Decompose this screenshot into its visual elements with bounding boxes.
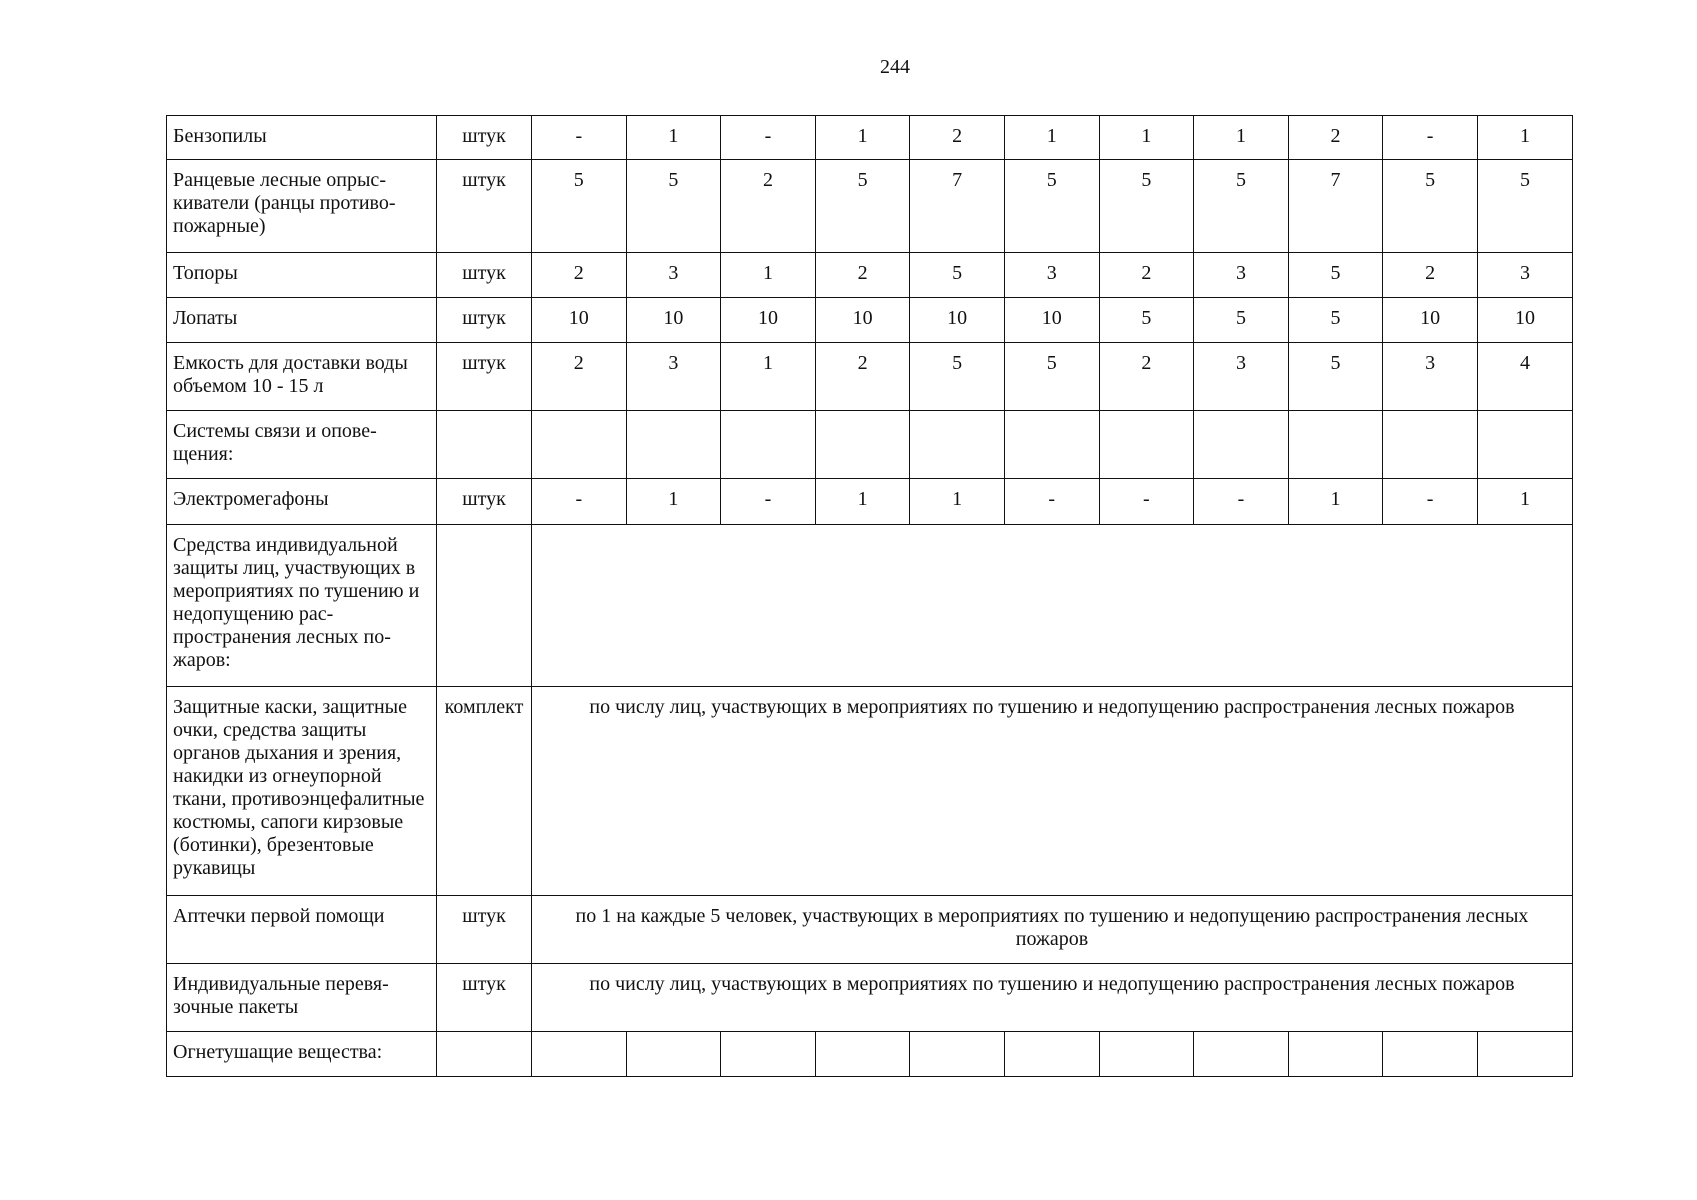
value-cell	[815, 1032, 910, 1077]
table-row	[167, 253, 1573, 298]
row-name: Огнетушащие вещества:	[167, 1032, 437, 1077]
value-cell: -	[1194, 479, 1289, 525]
value-cell	[626, 1032, 721, 1077]
value-cell: 10	[815, 298, 910, 343]
value-cell: 1	[1099, 116, 1194, 160]
row-name: Системы связи и оповещения:	[167, 411, 437, 479]
value-cell: 10	[910, 298, 1005, 343]
value-cell	[1288, 1032, 1383, 1077]
table-row	[167, 343, 1573, 411]
table-row	[167, 479, 1573, 525]
value-cell	[721, 411, 816, 479]
value-cell: 3	[1004, 253, 1099, 298]
equipment-table	[166, 115, 1573, 1077]
value-cell	[1194, 1032, 1289, 1077]
value-cell: 7	[910, 160, 1005, 253]
row-name: Аптечки первой помощи	[167, 896, 437, 964]
value-cell: 5	[1288, 343, 1383, 411]
value-cell: 5	[1477, 160, 1572, 253]
value-cell: 7	[1288, 160, 1383, 253]
row-unit: штук	[437, 896, 532, 964]
value-cell: 2	[815, 253, 910, 298]
value-cell: 2	[721, 160, 816, 253]
page-number: 244	[880, 56, 910, 78]
value-cell	[1477, 1032, 1572, 1077]
value-cell: 1	[815, 116, 910, 160]
row-name: Ранцевые лесные опрыскиватели (ранцы противопожарные)	[167, 160, 437, 253]
value-cell: 3	[626, 343, 721, 411]
row-name: Бензопилы	[167, 116, 437, 160]
table-row	[167, 687, 1573, 896]
merged-value-cell: по числу лиц, участвующих в мероприятиях по тушению и недопущению распространения лесных пожаров	[532, 687, 1573, 896]
row-unit	[437, 525, 532, 687]
value-cell: 1	[626, 479, 721, 525]
value-cell: 4	[1477, 343, 1572, 411]
value-cell: 3	[1194, 343, 1289, 411]
value-cell	[1288, 411, 1383, 479]
value-cell: -	[1099, 479, 1194, 525]
value-cell: 2	[532, 253, 627, 298]
table-row	[167, 525, 1573, 687]
value-cell	[910, 411, 1005, 479]
value-cell: 1	[1004, 116, 1099, 160]
value-cell	[1099, 1032, 1194, 1077]
value-cell: -	[1383, 116, 1478, 160]
merged-value-cell	[532, 525, 1573, 687]
value-cell: 5	[1383, 160, 1478, 253]
value-cell: -	[1383, 479, 1478, 525]
row-unit	[437, 411, 532, 479]
value-cell: 1	[1288, 479, 1383, 525]
value-cell: 2	[1288, 116, 1383, 160]
value-cell: 2	[532, 343, 627, 411]
value-cell: -	[721, 116, 816, 160]
row-unit	[437, 1032, 532, 1077]
value-cell: 5	[532, 160, 627, 253]
row-name: Индивидуальные перевязочные пакеты	[167, 964, 437, 1032]
value-cell: 10	[1004, 298, 1099, 343]
value-cell	[532, 1032, 627, 1077]
value-cell: 5	[1004, 160, 1099, 253]
value-cell: 10	[1383, 298, 1478, 343]
table-row	[167, 298, 1573, 343]
value-cell: 5	[1004, 343, 1099, 411]
value-cell: 3	[1477, 253, 1572, 298]
value-cell	[1004, 1032, 1099, 1077]
row-name: Средства индивидуальной защиты лиц, участвующих в мероприятиях по тушению и недопущению распространения лесных пожаров:	[167, 525, 437, 687]
merged-value-cell: по числу лиц, участвующих в мероприятиях по тушению и недопущению распространения лесных пожаров	[532, 964, 1573, 1032]
value-cell	[1099, 411, 1194, 479]
row-unit: комплект	[437, 687, 532, 896]
value-cell: 5	[910, 253, 1005, 298]
row-unit: штук	[437, 343, 532, 411]
value-cell	[532, 411, 627, 479]
row-unit: штук	[437, 479, 532, 525]
value-cell	[626, 411, 721, 479]
value-cell	[1383, 411, 1478, 479]
value-cell	[815, 411, 910, 479]
value-cell: 5	[626, 160, 721, 253]
value-cell: 10	[532, 298, 627, 343]
value-cell: -	[1004, 479, 1099, 525]
value-cell: 2	[910, 116, 1005, 160]
value-cell	[1194, 411, 1289, 479]
value-cell	[910, 1032, 1005, 1077]
value-cell: 3	[626, 253, 721, 298]
value-cell: 1	[815, 479, 910, 525]
value-cell: 1	[626, 116, 721, 160]
row-name: Защитные каски, защитные очки, средства защиты органов дыхания и зрения, накидки из огнеупорной ткани, противоэнцефалитные костюмы, сапоги кирзовые (ботинки), брезентовые рукавицы	[167, 687, 437, 896]
row-unit: штук	[437, 160, 532, 253]
value-cell	[721, 1032, 816, 1077]
value-cell: 5	[1099, 160, 1194, 253]
row-name: Электромегафоны	[167, 479, 437, 525]
row-name: Емкость для доставки воды объемом 10 - 15 л	[167, 343, 437, 411]
table-row	[167, 964, 1573, 1032]
value-cell: 2	[815, 343, 910, 411]
value-cell: 1	[1194, 116, 1289, 160]
value-cell: 5	[1288, 298, 1383, 343]
value-cell	[1477, 411, 1572, 479]
value-cell: 3	[1194, 253, 1289, 298]
value-cell: 10	[626, 298, 721, 343]
value-cell: -	[532, 479, 627, 525]
table-row	[167, 411, 1573, 479]
table-row	[167, 160, 1573, 253]
row-unit: штук	[437, 298, 532, 343]
table-row	[167, 116, 1573, 160]
value-cell: 1	[910, 479, 1005, 525]
value-cell: 5	[910, 343, 1005, 411]
value-cell: 5	[815, 160, 910, 253]
value-cell	[1383, 1032, 1478, 1077]
row-unit: штук	[437, 253, 532, 298]
value-cell: 5	[1194, 160, 1289, 253]
value-cell: 1	[721, 253, 816, 298]
value-cell	[1004, 411, 1099, 479]
value-cell: 2	[1099, 343, 1194, 411]
row-name: Топоры	[167, 253, 437, 298]
value-cell: 2	[1099, 253, 1194, 298]
value-cell: 10	[721, 298, 816, 343]
value-cell: -	[721, 479, 816, 525]
value-cell: 5	[1099, 298, 1194, 343]
value-cell: 5	[1194, 298, 1289, 343]
value-cell: -	[532, 116, 627, 160]
value-cell: 1	[1477, 116, 1572, 160]
value-cell: 10	[1477, 298, 1572, 343]
value-cell: 3	[1383, 343, 1478, 411]
value-cell: 2	[1383, 253, 1478, 298]
row-name: Лопаты	[167, 298, 437, 343]
value-cell: 1	[1477, 479, 1572, 525]
table-row	[167, 1032, 1573, 1077]
row-unit: штук	[437, 116, 532, 160]
row-unit: штук	[437, 964, 532, 1032]
table-row	[167, 896, 1573, 964]
value-cell: 5	[1288, 253, 1383, 298]
merged-value-cell: по 1 на каждые 5 человек, участвующих в мероприятиях по тушению и недопущению распространения лесных пожаров	[532, 896, 1573, 964]
value-cell: 1	[721, 343, 816, 411]
